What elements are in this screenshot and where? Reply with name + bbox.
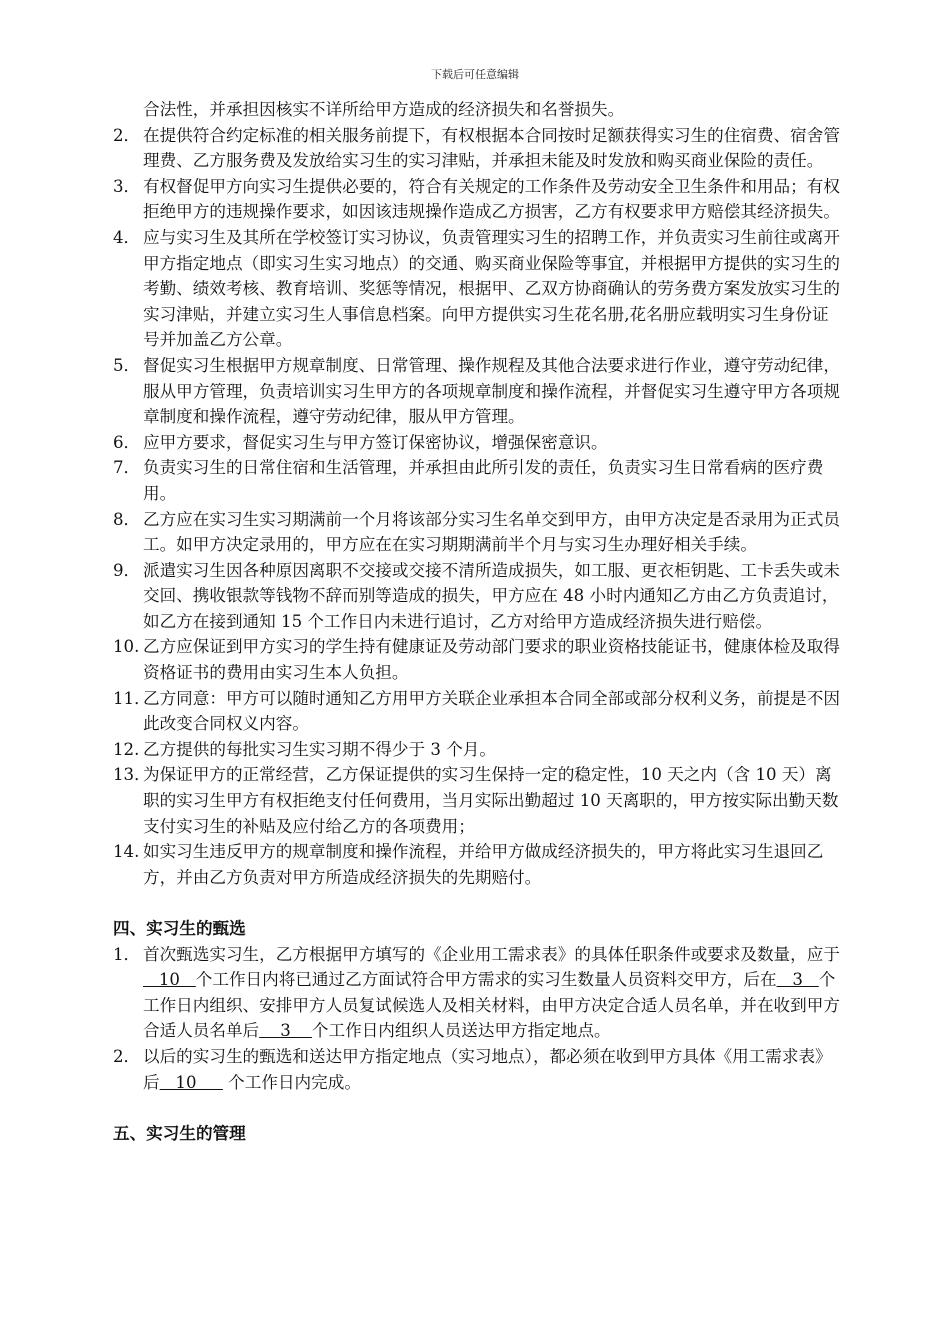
item-text: 在提供符合约定标准的相关服务前提下，有权根据本合同按时足额获得实习生的住宿费、宿舍管理费、乙方服务费及发放给实习生的实习津贴，并承担未能及时发放和购买商业保险的责任。: [143, 125, 840, 171]
section4-item-1: [113, 942, 843, 1044]
item-number: 13．: [113, 765, 151, 785]
section3-list: [113, 123, 843, 891]
list-item: [113, 634, 843, 685]
list-item: [113, 762, 843, 839]
list-item: [113, 123, 843, 174]
item-text: 以后的实习生的甄选和送达甲方指定地点（实习地点），都必须在收到甲方具体《用工需求表》后: [143, 1046, 832, 1092]
blank-field: 3: [259, 1021, 312, 1041]
list-item: [113, 686, 843, 737]
list-item: [113, 507, 843, 558]
item-text: 个工作日内组织人员送达甲方指定地点。: [311, 1021, 611, 1041]
list-item: [113, 455, 843, 506]
item-number: 12.: [113, 739, 140, 759]
item-text: 应与实习生及其所在学校签订实习协议，负责管理实习生的招聘工作，并负责实习生前往或离开甲方指定地点（即实习生实习地点）的交通、购买商业保险等事宜，并根据甲方提供的实习生的考勤、绩效考核、教育培训、奖惩等情况，根据甲、乙双方协商确认的劳务费方案发放实习生的实习津贴，并建立实习生人事信息档案。向甲方提供实习生花名册,花名册应载明实习生身份证号并加盖乙方公章。: [143, 227, 840, 350]
item-text: 督促实习生根据甲方规章制度、日常管理、操作规程及其他合法要求进行作业，遵守劳动纪律，服从甲方管理，负责培训实习生甲方的各项规章制度和操作流程，并督促实习生遵守甲方各项规章制度和操作流程，遵守劳动纪律，服从甲方管理。: [143, 355, 840, 427]
list-item: [113, 430, 843, 456]
item-number: 9．: [113, 560, 141, 580]
section4-title: 四、实习生的甄选: [113, 919, 246, 938]
item-text: 有权督促甲方向实习生提供必要的，符合有关规定的工作条件及劳动安全卫生条件和用品；有权拒绝甲方的违规操作要求，如因该违规操作造成乙方损害，乙方有权要求甲方赔偿其经济损失。: [143, 176, 840, 222]
item-text: 乙方同意：甲方可以随时通知乙方用甲方关联企业承担本合同全部或部分权利义务，前提是不因此改变合同权义内容。: [143, 688, 840, 734]
item-number: 7．: [113, 458, 141, 478]
item-text: 个工作日内完成。: [222, 1072, 361, 1092]
item-number: 5．: [113, 355, 141, 375]
section5-title: 五、实习生的管理: [113, 1123, 246, 1143]
list-item: [113, 225, 843, 353]
list-item: [113, 174, 843, 225]
blank-field: 10: [143, 970, 196, 990]
document-body: [113, 97, 843, 1146]
item-text: 应甲方要求，督促实习生与甲方签订保密协议，增强保密意识。: [143, 432, 608, 452]
list-item: [113, 353, 843, 430]
item-text: 乙方应在实习生实习期满前一个月将该部分实习生名单交到甲方，由甲方决定是否录用为正式员工。如甲方决定录用的，甲方应在在实习期期满前半个月与实习生办理好相关手续。: [143, 509, 840, 555]
section4-item-2: [113, 1044, 843, 1095]
item-number: 11．: [113, 688, 151, 708]
list-item: [113, 558, 843, 635]
item-number: 10.: [113, 637, 140, 657]
list-item: [113, 839, 843, 890]
item-number: 2．: [113, 125, 141, 145]
item-text: 乙方提供的每批实习生实习期不得少于 3 个月。: [143, 739, 496, 759]
item-number: 3．: [113, 176, 141, 196]
item-text: 首次甄选实习生，乙方根据甲方填写的《企业用工需求表》的具体任职条件或要求及数量，应于: [143, 944, 840, 964]
item-text: 乙方应保证到甲方实习的学生持有健康证及劳动部门要求的职业资格技能证书，健康体检及取得资格证书的费用由实习生本人负担。: [143, 637, 840, 683]
item-number: 14.: [113, 842, 140, 862]
item-number: 8．: [113, 509, 141, 529]
item-text: 个工作日内将已通过乙方面试符合甲方需求的实习生数量人员资料交甲方，后在: [195, 970, 777, 990]
item-text: 派遣实习生因各种原因离职不交接或交接不清所造成损失，如工服、更衣柜钥匙、工卡丢失或未交回、携收银款等钱物不辞而别等造成的损失，甲方应在 48 小时内通知乙方由乙方负责追讨，如乙方在接到通知 15 个工作日内未进行追讨，乙方对给甲方造成经济损失进行赔偿。: [143, 560, 840, 631]
blank-field: 10: [159, 1072, 223, 1092]
item-text: 为保证甲方的正常经营，乙方保证提供的实习生保持一定的稳定性，10 天之内（含 10 天）离职的实习生甲方有权拒绝支付任何费用，当月实际出勤超过 10 天离职的，甲方按实际出勤天数支付实习生的补贴及应付给乙方的各项费用；: [143, 765, 839, 836]
item-number: 4．: [113, 227, 141, 247]
item-text: 个工作日内组织、安排甲方人员复试候选人及相关材料，由甲方决定合适人员名单，并在收到甲方合适人员名单后: [143, 970, 840, 1041]
item-text: 负责实习生的日常住宿和生活管理，并承担由此所引发的责任，负责实习生日常看病的医疗费用。: [143, 458, 824, 503]
page-header: 下载后可任意编辑: [431, 68, 519, 81]
list-item: [113, 737, 843, 763]
intro-paragraph: 合法性，并承担因核实不详所给甲方造成的经济损失和名誉损失。: [143, 100, 625, 119]
item-text: 如实习生违反甲方的规章制度和操作流程，并给甲方做成经济损失的，甲方将此实习生退回乙方，并由乙方负责对甲方所造成经济损失的先期赔付。: [143, 842, 824, 887]
item-number: 6．: [113, 432, 141, 452]
item-number: 2．: [113, 1046, 141, 1066]
blank-field: 3: [776, 970, 819, 990]
item-number: 1．: [113, 944, 141, 964]
